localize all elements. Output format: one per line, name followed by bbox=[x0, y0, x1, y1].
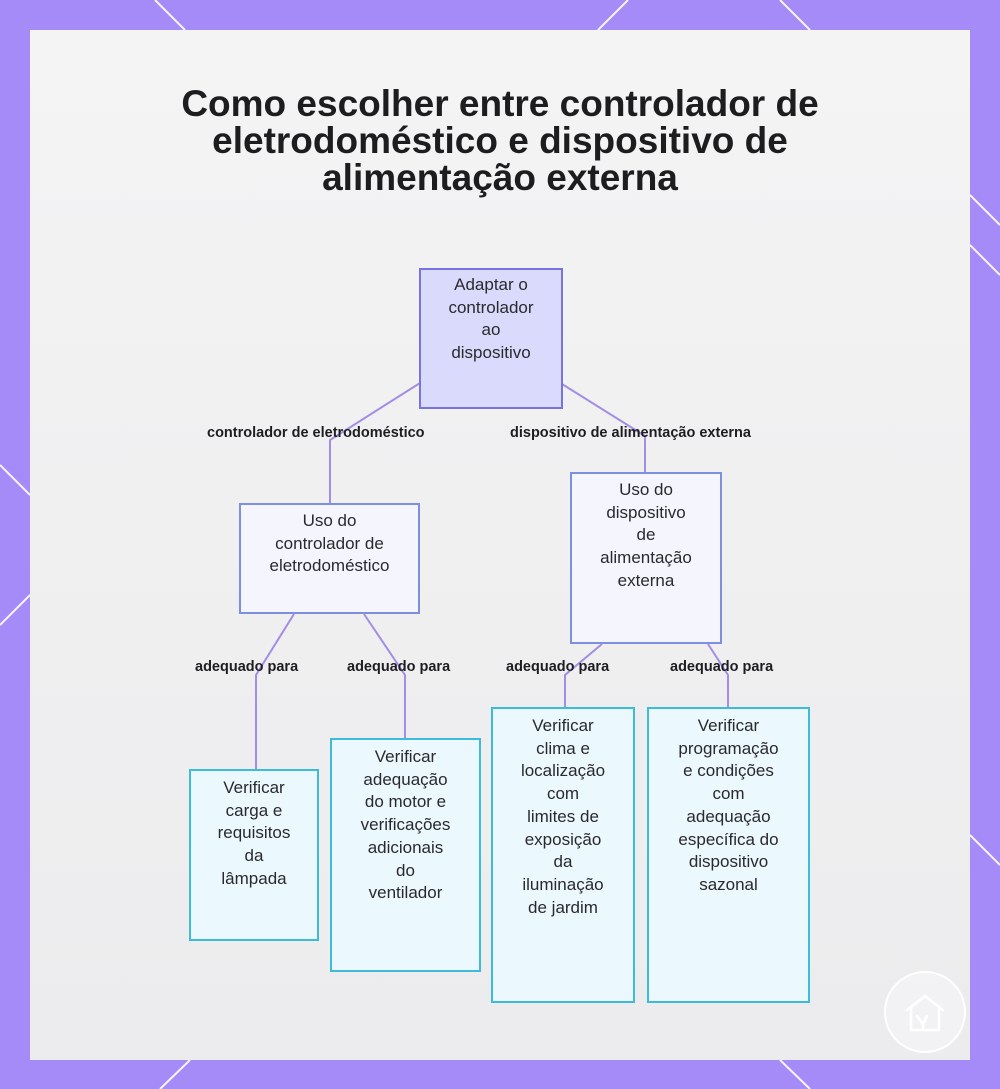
node-text-line: de bbox=[636, 525, 656, 545]
node-text-line: verificações bbox=[360, 815, 451, 835]
node-text-line: Verificar bbox=[374, 747, 437, 766]
node-text-line: localização bbox=[520, 761, 606, 781]
node-text-line: de jardim bbox=[528, 897, 598, 917]
edge-label-garden: adequado para bbox=[506, 659, 610, 675]
node-text-line: Uso do bbox=[302, 511, 357, 530]
node-text-line: carga e bbox=[225, 800, 283, 820]
node-appliance-controller-use bbox=[239, 503, 420, 614]
node-text-line: adequação bbox=[686, 806, 771, 826]
connector-controller-to-fan bbox=[364, 614, 405, 738]
node-text-line: adicionais bbox=[367, 837, 444, 857]
node-text-line: Verificar bbox=[223, 778, 285, 797]
title-line: eletrodoméstico e dispositivo de bbox=[212, 120, 788, 161]
node-text-line: programação bbox=[678, 738, 779, 758]
connector-controller-to-lamp bbox=[256, 614, 294, 769]
node-text-line: do motor e bbox=[364, 792, 447, 812]
node-text-line: eletrodoméstico bbox=[269, 556, 390, 576]
node-text-line: exposição bbox=[524, 829, 602, 849]
connector-root-to-appliance-controller bbox=[330, 383, 420, 503]
node-lamp-check bbox=[189, 769, 319, 941]
edge-label-external-power: dispositivo de alimentação externa bbox=[510, 425, 751, 441]
edge-label-fan: adequado para bbox=[347, 659, 451, 675]
house-logo-icon bbox=[883, 970, 967, 1054]
node-text-line: sazonal bbox=[699, 874, 758, 894]
node-text-line: do bbox=[396, 860, 415, 880]
node-text-line: lâmpada bbox=[221, 868, 287, 888]
edge-label-appliance-controller: controlador de eletrodoméstico bbox=[207, 425, 425, 441]
node-text-line: ao bbox=[481, 320, 501, 340]
node-text-line: dispositivo bbox=[688, 852, 769, 872]
node-external-power-use bbox=[570, 472, 722, 644]
node-text-line: controlador de bbox=[275, 533, 384, 553]
node-text-line: externa bbox=[617, 570, 675, 590]
node-text-line: com bbox=[712, 784, 745, 804]
title-line: alimentação externa bbox=[322, 157, 678, 198]
node-text-line: controlador bbox=[448, 297, 534, 317]
node-text-line: alimentação bbox=[600, 548, 692, 568]
node-text-line: limites de bbox=[527, 806, 599, 826]
node-text-line: específica do bbox=[678, 829, 779, 849]
node-text-line: dispositivo bbox=[451, 343, 531, 363]
edge-label-seasonal: adequado para bbox=[670, 659, 774, 675]
edge-label-lamp: adequado para bbox=[195, 659, 299, 675]
node-seasonal-check bbox=[647, 707, 810, 1003]
node-text-line: dispositivo bbox=[606, 502, 686, 522]
node-text-line: requisitos bbox=[217, 823, 291, 843]
node-text-line: iluminação bbox=[522, 874, 604, 894]
node-text-line: Adaptar o bbox=[454, 275, 528, 294]
node-text-line: adequação bbox=[363, 769, 448, 789]
node-text-line: com bbox=[546, 784, 580, 804]
node-text-line: Uso do bbox=[619, 480, 673, 499]
node-text-line: Verificar bbox=[697, 716, 760, 735]
title-line: Como escolher entre controlador de bbox=[181, 83, 819, 124]
node-text-line: Verificar bbox=[532, 716, 594, 735]
node-text-line: clima e bbox=[536, 738, 590, 758]
node-fan-check bbox=[330, 738, 481, 972]
node-text-line: da bbox=[244, 846, 264, 866]
infographic-panel bbox=[30, 30, 970, 1060]
node-adapt-controller bbox=[419, 268, 563, 409]
node-text-line: ventilador bbox=[368, 883, 443, 903]
node-text-line: e condições bbox=[683, 761, 774, 781]
node-garden-check bbox=[491, 707, 635, 1003]
node-text-line: da bbox=[553, 852, 573, 872]
